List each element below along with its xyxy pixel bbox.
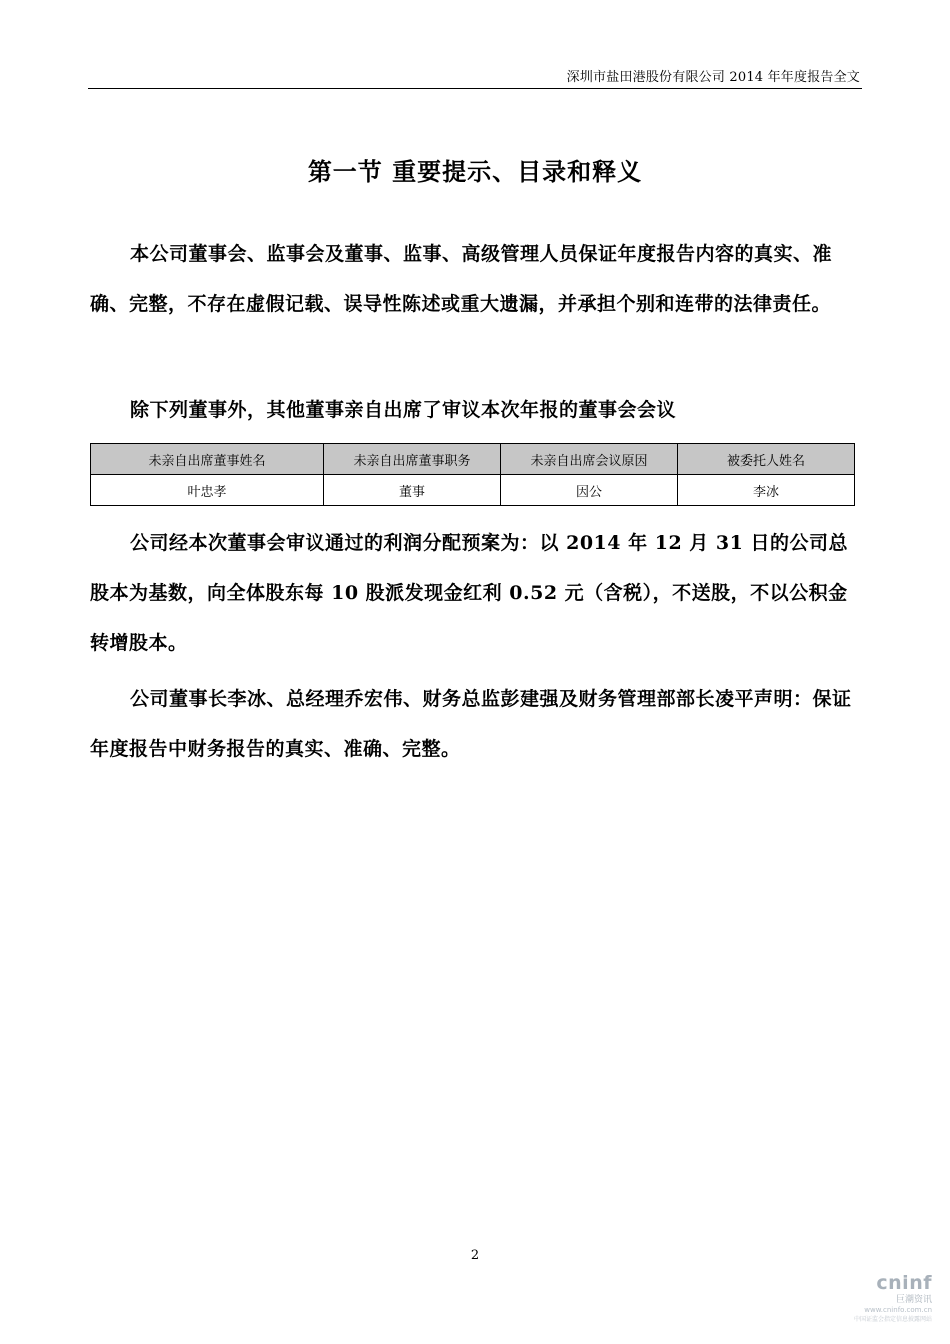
header-absence-reason: 未亲自出席会议原因 xyxy=(501,444,678,475)
cninfo-org: 中国证监会指定信息披露网站 xyxy=(853,1316,932,1323)
header-director-name: 未亲自出席董事姓名 xyxy=(91,444,324,475)
header-director-position: 未亲自出席董事职务 xyxy=(324,444,501,475)
cell-director-position: 董事 xyxy=(324,475,501,506)
page-number: 2 xyxy=(470,1248,480,1263)
financial-statement-paragraph: 公司董事长李冰、总经理乔宏伟、财务总监彭建强及财务管理部部长凌平声明：保证年度报告中财务报告的真实、准确、完整。 xyxy=(90,688,852,760)
cninfo-url: www.cninfo.com.cn xyxy=(864,1306,932,1314)
cninfo-logo: cninf xyxy=(876,1272,932,1294)
header-proxy-name: 被委托人姓名 xyxy=(678,444,855,475)
absent-directors-table xyxy=(90,443,855,506)
section-title: 第一节 重要提示、目录和释义 xyxy=(307,157,643,186)
cell-director-name: 叶忠孝 xyxy=(91,475,324,506)
cninfo-cn-name: 巨潮资讯 xyxy=(895,1295,932,1305)
cell-absence-reason: 因公 xyxy=(501,475,678,506)
cell-proxy-name: 李冰 xyxy=(678,475,855,506)
absent-directors-intro: 除下列董事外，其他董事亲自出席了审议本次年报的董事会会议 xyxy=(130,399,677,421)
table-header-row xyxy=(91,444,855,475)
header-rule xyxy=(88,88,862,89)
cninfo-watermark xyxy=(822,1272,932,1336)
table-row xyxy=(91,475,855,506)
running-header: 深圳市盐田港股份有限公司 2014 年年度报告全文 xyxy=(566,70,860,85)
dividend-paragraph: 公司经本次董事会审议通过的利润分配预案为：以 2014 年 12 月 31 日的公司总股本为基数，向全体股东每 10 股派发现金红利 0.52 元（含税），不送股，不以公积金转增股本。 xyxy=(90,532,848,654)
responsibility-paragraph: 本公司董事会、监事会及董事、监事、高级管理人员保证年度报告内容的真实、准确、完整，不存在虚假记载、误导性陈述或重大遗漏，并承担个别和连带的法律责任。 xyxy=(90,243,833,315)
